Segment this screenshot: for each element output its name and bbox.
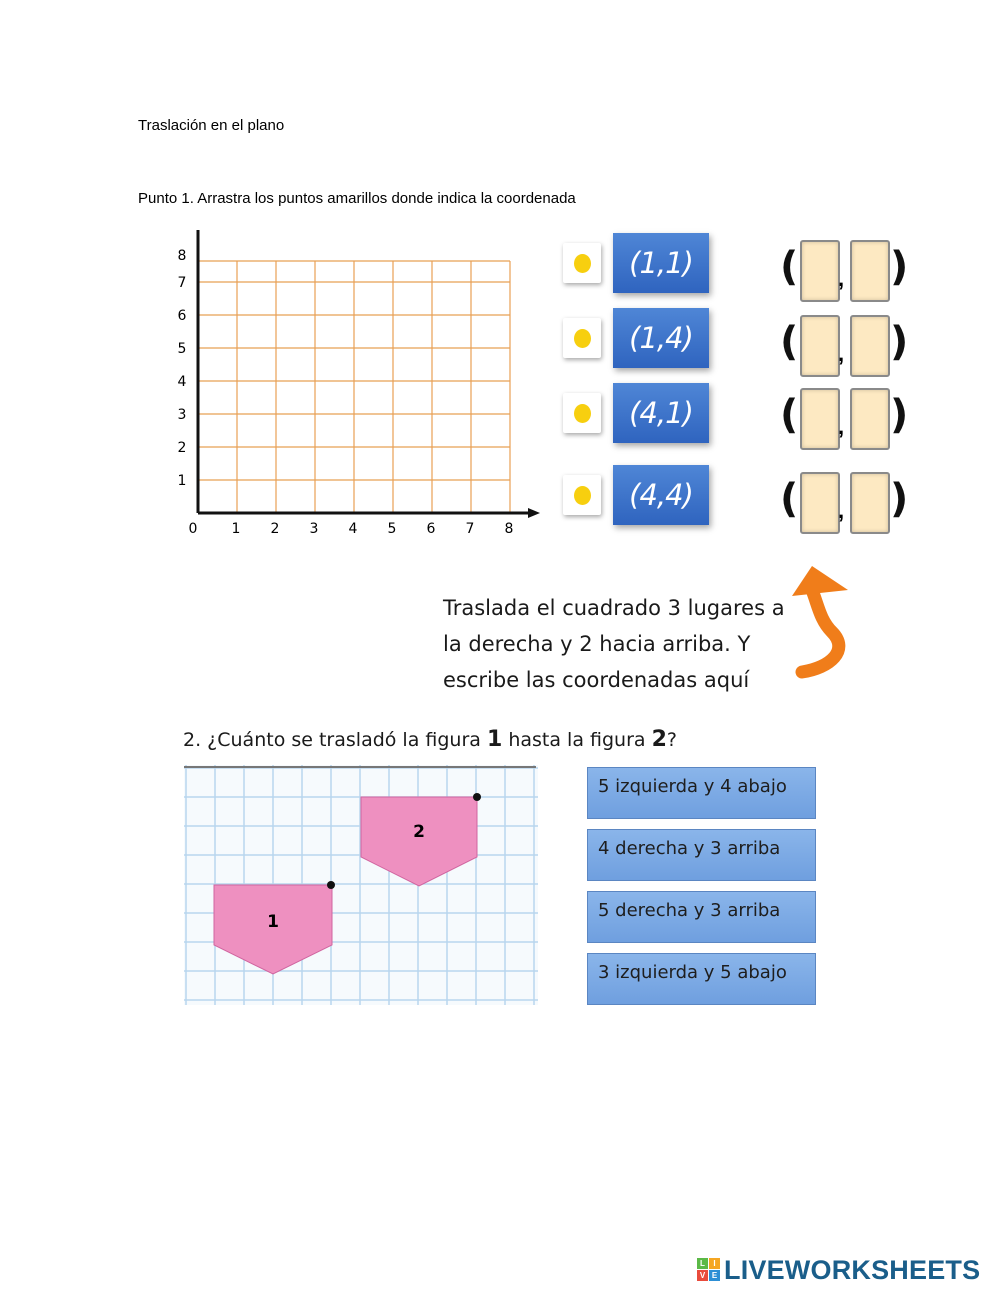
question-2-prefix: 2. ¿Cuánto se trasladó la figura [183,729,487,751]
y-tick-label: 4 [177,374,187,390]
option-button[interactable]: 5 izquierda y 4 abajo [587,767,816,819]
y-tick-label: 8 [177,248,187,264]
yellow-dot-icon[interactable] [574,254,591,273]
option-button[interactable]: 4 derecha y 3 arriba [587,829,816,881]
question-2-middle: hasta la figura [502,729,652,751]
answer-input-x[interactable] [800,472,840,534]
coordinate-label: (1,4) [613,308,709,368]
yellow-dot-tile[interactable] [563,475,601,515]
grid-axes [198,230,540,518]
open-paren: ( [780,244,799,290]
question-2-fig2: 2 [651,727,667,752]
yellow-dot-icon[interactable] [574,486,591,505]
coordinate-grid [170,228,540,548]
x-tick-labels [189,521,514,537]
question-2-fig1: 1 [486,727,503,752]
y-tick-label: 6 [177,308,187,324]
answer-input-y[interactable] [850,240,890,302]
coordinate-row [563,308,713,368]
answer-input-y[interactable] [850,315,890,377]
x-tick-label: 7 [465,521,475,537]
x-tick-label: 4 [348,521,358,537]
y-tick-label: 1 [177,473,187,489]
yellow-dot-tile[interactable] [563,243,601,283]
coordinate-label: (4,4) [613,465,709,525]
yellow-dot-icon[interactable] [574,329,591,348]
x-tick-label: 3 [309,521,319,537]
y-tick-label: 3 [177,407,187,423]
answer-input-y[interactable] [850,472,890,534]
brand-logo-letter: V [697,1270,708,1281]
translate-line: Traslada el cuadrado 3 lugares a [443,596,785,620]
figure-2-vertex-dot [473,793,481,801]
yellow-dot-icon[interactable] [574,404,591,423]
brand-logo-letter: E [709,1270,720,1281]
figure-1-vertex-dot [327,881,335,889]
close-paren: ) [890,476,909,522]
x-tick-label: 8 [504,521,514,537]
brand-logo-letter: L [697,1258,708,1269]
translate-instruction [443,590,785,698]
coordinate-row [563,383,713,443]
brand-logo-icon [697,1258,721,1282]
yellow-dot-tile[interactable] [563,393,601,433]
answer-row [780,313,909,377]
yellow-dot-tile[interactable] [563,318,601,358]
brand-logo-letter: I [709,1258,720,1269]
open-paren: ( [780,476,799,522]
answer-row [780,238,909,302]
close-paren: ) [890,244,909,290]
answer-row [780,386,909,450]
option-button[interactable]: 5 derecha y 3 arriba [587,891,816,943]
x-tick-label: 6 [426,521,436,537]
comma: , [838,498,845,523]
x-tick-label: 0 [188,521,198,537]
x-tick-label: 1 [231,521,241,537]
y-tick-label: 7 [177,275,187,291]
figure-1-label: 1 [267,912,279,932]
coordinate-row [563,233,713,293]
grid-lines [198,261,510,513]
liveworksheets-logo [697,1255,997,1287]
open-paren: ( [780,319,799,365]
answer-input-x[interactable] [800,315,840,377]
coordinate-label: (4,1) [613,383,709,443]
instruction-1: Punto 1. Arrastra los puntos amarillos donde indica la coordenada [138,190,576,207]
close-paren: ) [890,319,909,365]
answer-input-x[interactable] [800,240,840,302]
y-tick-label: 5 [177,341,187,357]
x-axis-arrow [528,508,540,518]
comma: , [838,341,845,366]
option-button[interactable]: 3 izquierda y 5 abajo [587,953,816,1005]
comma: , [838,266,845,291]
translate-line: escribe las coordenadas aquí [443,668,750,692]
answer-input-x[interactable] [800,388,840,450]
page-title: Traslación en el plano [138,117,285,134]
x-tick-label: 5 [387,521,397,537]
translate-line: la derecha y 2 hacia arriba. Y [443,632,751,656]
y-tick-label: 2 [177,440,187,456]
comma: , [838,414,845,439]
answer-input-y[interactable] [850,388,890,450]
close-paren: ) [890,392,909,438]
coordinate-label: (1,1) [613,233,709,293]
answer-row [780,470,909,534]
coordinate-row [563,465,713,525]
x-tick-label: 2 [270,521,280,537]
orange-arrow-icon [790,560,865,685]
question-2 [183,727,677,752]
figures-grid [184,765,538,1005]
open-paren: ( [780,392,799,438]
y-tick-labels [178,248,187,489]
figure-2-label: 2 [413,822,425,842]
brand-name: LIVEWORKSHEETS [724,1255,981,1285]
question-2-suffix: ? [666,729,677,751]
